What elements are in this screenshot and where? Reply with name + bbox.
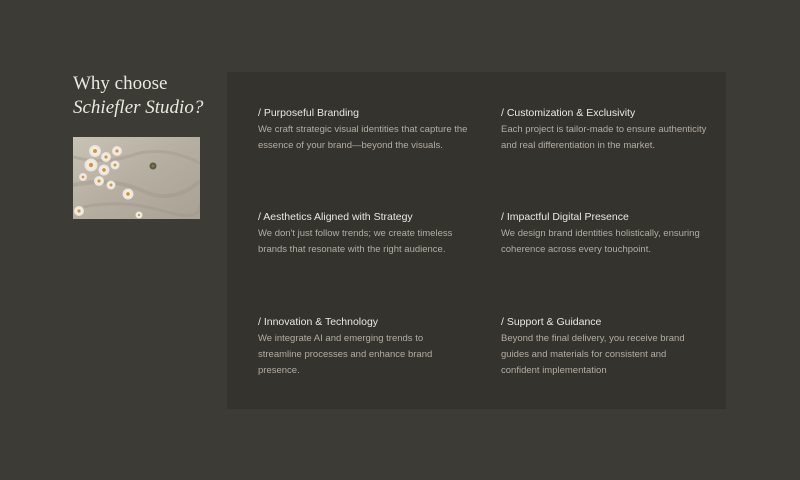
feature-title: / Aesthetics Aligned with Strategy [258,211,413,223]
feature-title: / Support & Guidance [501,316,602,328]
feature-description: We don't just follow trends; we create timeless brands that resonate with the right audience. [258,228,453,255]
section-heading [73,72,203,120]
feature-purposeful-branding [258,106,468,154]
feature-digital-presence [501,210,711,258]
feature-support-guidance [501,315,701,379]
feature-description: We design brand identities holistically, ensuring coherence across every touchpoint. [501,228,700,255]
feature-description: Each project is tailor-made to ensure authenticity and real differentiation in the market. [501,124,707,151]
feature-innovation-technology [258,315,468,379]
feature-aesthetics-strategy [258,210,468,258]
feature-title: / Impactful Digital Presence [501,211,629,223]
feature-customization-exclusivity [501,106,711,154]
features-panel [227,72,726,409]
feature-title: / Customization & Exclusivity [501,107,636,119]
feature-title: / Innovation & Technology [258,316,379,328]
feature-description: We craft strategic visual identities that capture the essence of your brand—beyond the visuals. [258,124,468,151]
feature-title: / Purposeful Branding [258,107,359,119]
heading-line-1: Why choose [73,73,168,94]
daisy-flowers-photo [73,137,200,219]
feature-description: We integrate AI and emerging trends to streamline processes and enhance brand presence. [258,333,433,376]
feature-description: Beyond the final delivery, you receive brand guides and materials for consistent and confident implementation [501,333,685,376]
heading-line-2: Schiefler Studio? [73,97,204,118]
